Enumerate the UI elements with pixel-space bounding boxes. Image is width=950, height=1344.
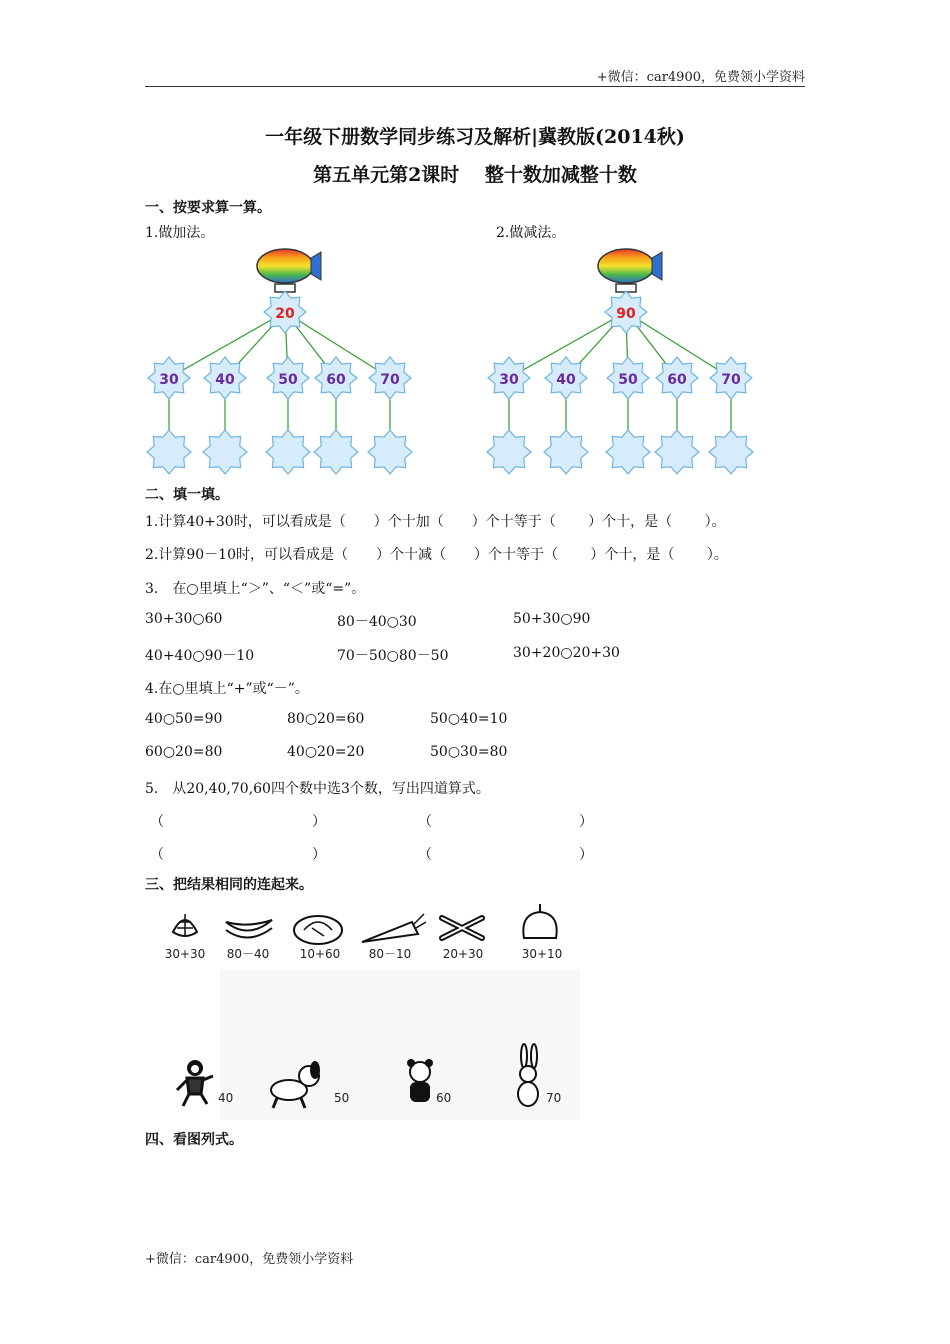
q4-item: 80○20=60 — [287, 711, 365, 727]
answer-star — [606, 430, 650, 474]
bone-icon — [442, 918, 482, 938]
match-expression: 20+30 — [442, 947, 484, 961]
corn-icon — [173, 914, 197, 936]
q4-item: 50○40=10 — [430, 711, 508, 727]
page-title: 一年级下册数学同步练习及解析|冀教版(2014秋) — [265, 126, 685, 148]
answer-close-paren: ） — [579, 814, 593, 830]
q4-text: 4.在○里填上“+”或“－”。 — [145, 681, 309, 697]
banana-icon — [226, 920, 272, 938]
answer-close-paren: ） — [312, 814, 326, 830]
footer-note: +微信：car4900，免费领小学资料 — [145, 1252, 354, 1267]
answer-star — [203, 430, 247, 474]
q4-item: 40○50=90 — [145, 711, 223, 727]
q3-item: 30+30○60 — [145, 611, 223, 627]
node-number: 50 — [618, 372, 638, 388]
q3-item: 30+20○20+30 — [513, 645, 620, 661]
section3-heading: 三、把结果相同的连起来。 — [145, 877, 313, 893]
match-number: 50 — [334, 1091, 350, 1105]
sub-tree — [487, 249, 753, 474]
answer-star — [487, 430, 531, 474]
match-expression: 80－10 — [368, 947, 412, 961]
node-number: 70 — [380, 372, 400, 388]
node-number: 30 — [499, 372, 519, 388]
answer-open-paren: （ — [418, 847, 432, 863]
peach-icon — [523, 904, 556, 938]
match-number: 40 — [218, 1091, 234, 1105]
header-rule — [145, 86, 805, 87]
top-number: 20 — [275, 306, 295, 322]
q4-item: 60○20=80 — [145, 744, 223, 760]
node-number: 60 — [326, 372, 346, 388]
q3-item: 80－40○30 — [337, 614, 417, 630]
answer-star — [314, 430, 358, 474]
cabbage-icon — [294, 916, 342, 944]
add-tree — [147, 249, 412, 474]
answer-star — [368, 430, 412, 474]
header-note: +微信：car4900，免费领小学资料 — [596, 70, 805, 85]
node-number: 60 — [667, 372, 687, 388]
add-label: 1.做加法。 — [145, 225, 215, 241]
matching-picture — [160, 900, 590, 1125]
node-number: 50 — [278, 372, 298, 388]
answer-star — [709, 430, 753, 474]
answer-close-paren: ） — [312, 847, 326, 863]
match-number: 70 — [546, 1091, 562, 1105]
q5-text: 5. 从20,40,70,60四个数中选3个数，写出四道算式。 — [145, 781, 490, 797]
page-subtitle: 第五单元第2课时 整十数加减整十数 — [313, 164, 637, 186]
node-number: 40 — [215, 372, 235, 388]
section2-heading: 二、填一填。 — [145, 487, 229, 503]
answer-star — [266, 430, 310, 474]
blimp-icon — [598, 249, 662, 292]
node-number: 30 — [159, 372, 179, 388]
match-expression: 10+60 — [299, 947, 341, 961]
tree-diagrams — [0, 240, 950, 480]
answer-star — [544, 430, 588, 474]
q2-text: 2.计算90－10时，可以看成是（ ）个十减（ ）个十等于（ ）个十，是（ ）。 — [145, 547, 728, 563]
match-expression: 30+10 — [521, 947, 563, 961]
q4-item: 50○30=80 — [430, 744, 508, 760]
answer-close-paren: ） — [579, 847, 593, 863]
q3-item: 40+40○90－10 — [145, 648, 255, 664]
answer-open-paren: （ — [418, 814, 432, 830]
answer-open-paren: （ — [150, 847, 164, 863]
q3-item: 70－50○80－50 — [337, 648, 449, 664]
section4-heading: 四、看图列式。 — [145, 1132, 243, 1148]
answer-open-paren: （ — [150, 814, 164, 830]
match-expression: 80－40 — [226, 947, 270, 961]
carrot-icon — [362, 914, 426, 942]
q4-item: 40○20=20 — [287, 744, 365, 760]
match-expression: 30+30 — [164, 947, 206, 961]
match-number: 60 — [436, 1091, 452, 1105]
q3-text: 3. 在○里填上“＞”、“＜”或“=”。 — [145, 581, 366, 597]
q1-text: 1.计算40+30时，可以看成是（ ）个十加（ ）个十等于（ ）个十，是（ ）。 — [145, 514, 726, 530]
blimp-icon — [257, 249, 321, 292]
node-number: 40 — [556, 372, 576, 388]
section1-heading: 一、按要求算一算。 — [145, 200, 271, 216]
q3-item: 50+30○90 — [513, 611, 591, 627]
answer-star — [655, 430, 699, 474]
answer-star — [147, 430, 191, 474]
monkey-icon — [177, 1060, 213, 1106]
node-number: 70 — [721, 372, 741, 388]
top-number: 90 — [616, 306, 636, 322]
sub-label: 2.做减法。 — [496, 225, 566, 241]
